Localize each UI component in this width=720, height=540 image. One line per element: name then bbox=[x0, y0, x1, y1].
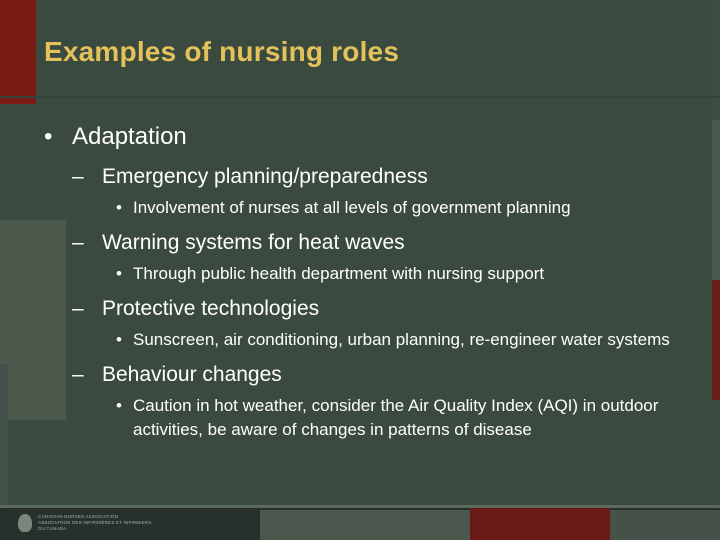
header-divider bbox=[0, 96, 720, 98]
bullet-text: Involvement of nurses at all levels of government planning bbox=[133, 198, 571, 217]
bullet-level2 bbox=[44, 362, 684, 388]
logo-line: CANADIAN NURSES ASSOCIATION bbox=[38, 514, 119, 519]
decorative-strip bbox=[712, 120, 720, 280]
logo-text bbox=[38, 514, 158, 532]
decorative-strip bbox=[712, 0, 720, 120]
footer-block bbox=[610, 510, 720, 540]
bullet-level3 bbox=[44, 328, 684, 352]
dash-icon: – bbox=[72, 297, 84, 320]
footer-block bbox=[260, 510, 470, 540]
decorative-strip bbox=[0, 0, 36, 104]
bullet-icon: • bbox=[116, 330, 122, 349]
slide-title: Examples of nursing roles bbox=[44, 36, 400, 67]
bullet-text: Protective technologies bbox=[102, 297, 320, 320]
bullet-level3 bbox=[44, 262, 684, 286]
bullet-icon: • bbox=[116, 396, 122, 415]
bullet-icon: • bbox=[44, 123, 53, 150]
bullet-level1 bbox=[44, 122, 684, 152]
bullet-icon: • bbox=[116, 198, 122, 217]
bullet-level2 bbox=[44, 296, 684, 322]
bullet-level2 bbox=[44, 164, 684, 190]
bullet-text: Sunscreen, air conditioning, urban planning, re-engineer water systems bbox=[133, 330, 670, 349]
bullet-level3 bbox=[44, 394, 684, 442]
bullet-text: Adaptation bbox=[72, 123, 187, 150]
logo-line: ASSOCIATION DES INFIRMIÈRES ET INFIRMIERS DU CANADA bbox=[38, 520, 152, 531]
organization-logo-icon bbox=[18, 514, 32, 532]
dash-icon: – bbox=[72, 231, 84, 254]
bullet-text: Caution in hot weather, consider the Air Quality Index (AQI) in outdoor activities, be aware of changes in patterns of disease bbox=[133, 396, 659, 439]
bullet-level3 bbox=[44, 196, 684, 220]
decorative-strip bbox=[712, 280, 720, 400]
bullet-text: Emergency planning/preparedness bbox=[102, 165, 428, 188]
bullet-text: Warning systems for heat waves bbox=[102, 231, 405, 254]
footer-block bbox=[470, 508, 610, 540]
slide-content bbox=[44, 122, 684, 442]
dash-icon: – bbox=[72, 363, 84, 386]
bullet-text: Through public health department with nursing support bbox=[133, 264, 545, 283]
bullet-level2 bbox=[44, 230, 684, 256]
organization-logo bbox=[18, 514, 158, 532]
bullet-text: Behaviour changes bbox=[102, 363, 282, 386]
dash-icon: – bbox=[72, 165, 84, 188]
bullet-icon: • bbox=[116, 264, 122, 283]
